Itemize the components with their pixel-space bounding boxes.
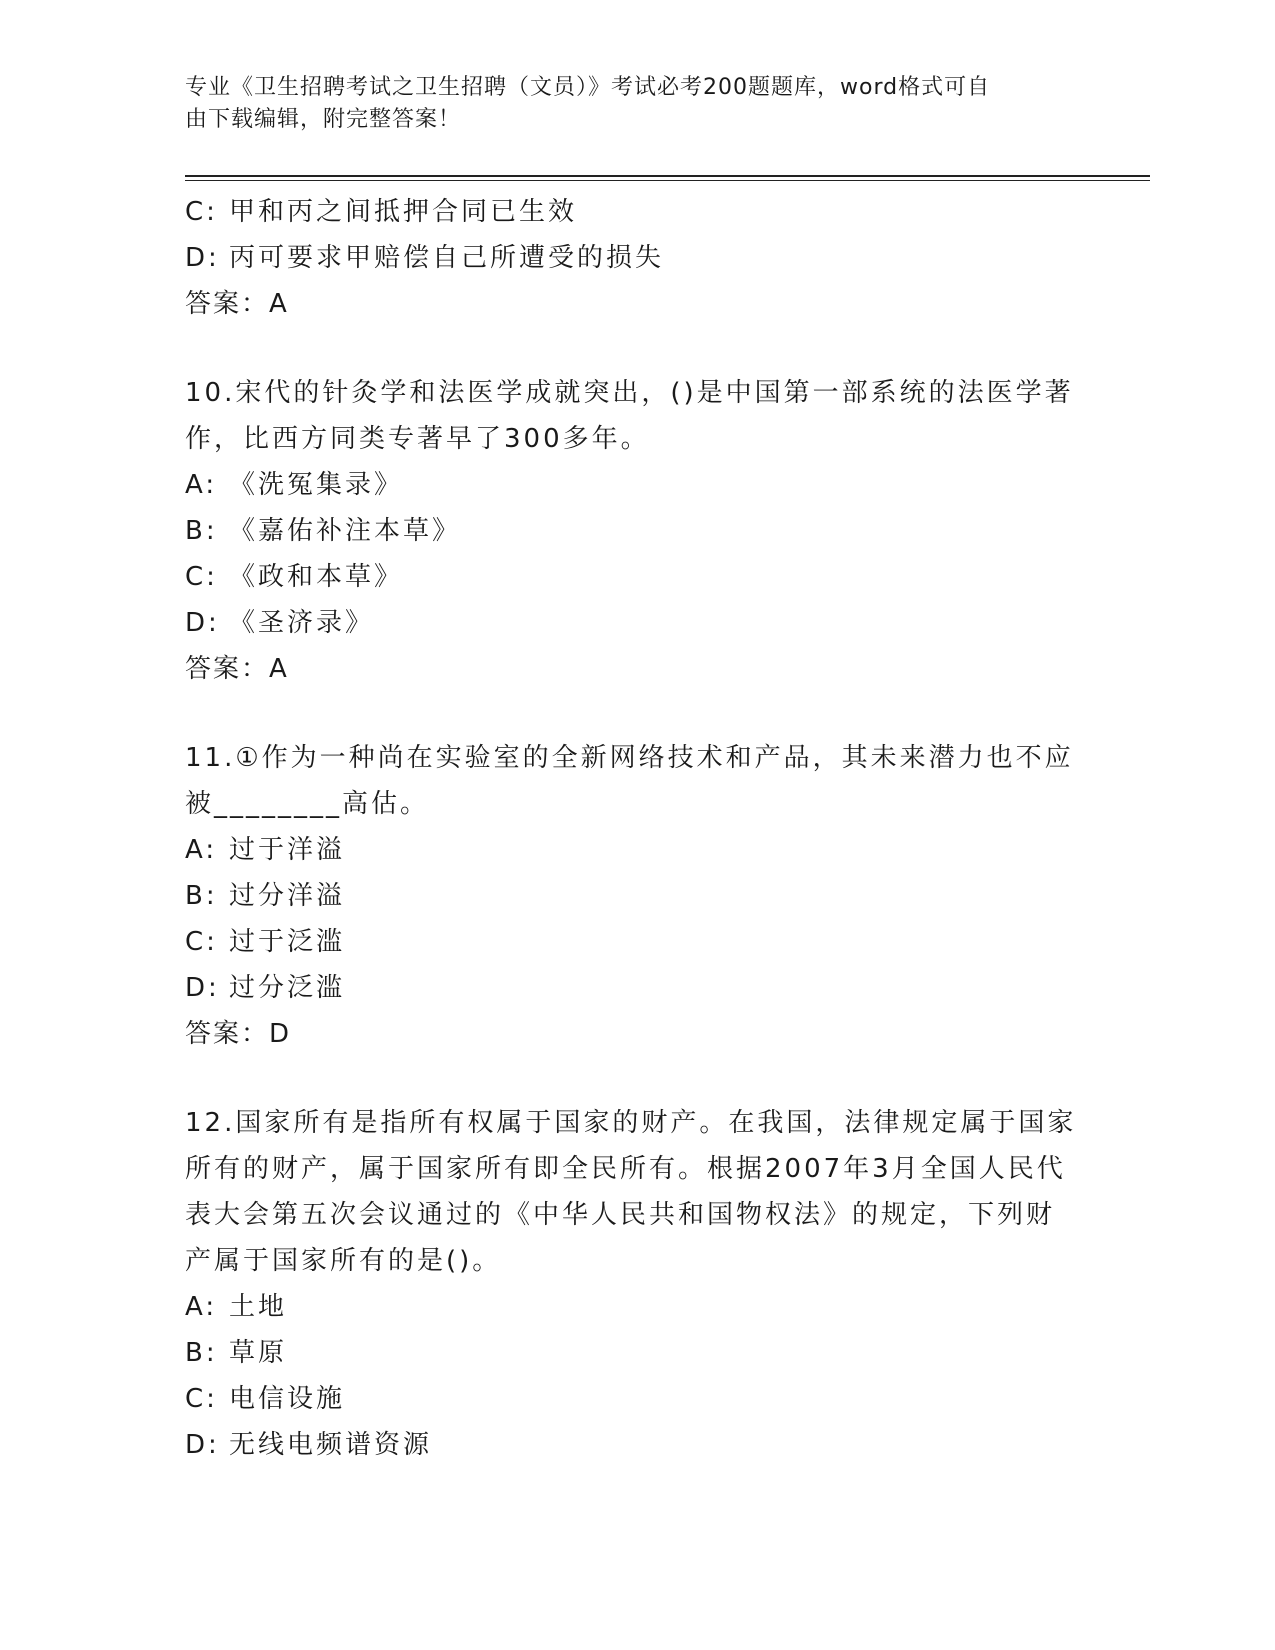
option-c (185, 919, 1085, 965)
answer-line: 答案：A (185, 289, 289, 319)
question-list (185, 189, 1085, 1468)
option-c (185, 189, 1085, 235)
question-stem: 产属于国家所有的是()。 (185, 1246, 502, 1276)
option-d (185, 965, 1085, 1011)
option-b (185, 1330, 1085, 1376)
question-stem: 被________高估。 (185, 789, 430, 819)
header-line-2: 由下载编辑，附完整答案！ (185, 107, 462, 132)
option-letter: A: (185, 470, 218, 500)
option-text: 《嘉佑补注本草》 (229, 516, 462, 546)
header-divider-thick (185, 175, 1150, 177)
question-10 (185, 370, 1085, 692)
option-c (185, 1376, 1085, 1422)
option-text: 电信设施 (229, 1384, 346, 1414)
option-text: 过于洋溢 (229, 835, 346, 865)
option-letter: D: (185, 1430, 220, 1460)
answer-line: 答案：A (185, 654, 289, 684)
answer-line: 答案：D (185, 1019, 292, 1049)
option-text: 过于泛滥 (229, 927, 346, 957)
option-letter: D: (185, 243, 220, 273)
option-text: 甲和丙之间抵押合同已生效 (229, 197, 578, 227)
option-letter: C: (185, 1384, 218, 1414)
option-text: 无线电频谱资源 (229, 1430, 433, 1460)
option-letter: A: (185, 1292, 218, 1322)
option-text: 《圣济录》 (229, 608, 375, 638)
option-text: 草原 (229, 1338, 288, 1368)
option-text: 过分洋溢 (229, 881, 346, 911)
option-letter: C: (185, 562, 218, 592)
option-a (185, 827, 1085, 873)
question-stem: 10.宋代的针灸学和法医学成就突出，()是中国第一部系统的法医学著 (185, 378, 1074, 408)
option-letter: B: (185, 516, 218, 546)
option-letter: B: (185, 881, 218, 911)
question-stem: 所有的财产，属于国家所有即全民所有。根据2007年3月全国人民代 (185, 1154, 1066, 1184)
question-11 (185, 735, 1085, 1057)
question-12 (185, 1100, 1085, 1468)
option-b (185, 873, 1085, 919)
option-letter: B: (185, 1338, 218, 1368)
question-stem: 12.国家所有是指所有权属于国家的财产。在我国，法律规定属于国家 (185, 1108, 1077, 1138)
option-b (185, 508, 1085, 554)
option-text: 土地 (229, 1292, 288, 1322)
option-c (185, 554, 1085, 600)
option-d (185, 235, 1085, 281)
option-letter: C: (185, 927, 218, 957)
option-text: 《洗冤集录》 (229, 470, 404, 500)
option-letter: A: (185, 835, 218, 865)
option-text: 过分泛滥 (229, 973, 346, 1003)
question-9-tail (185, 189, 1085, 327)
option-text: 丙可要求甲赔偿自己所遭受的损失 (229, 243, 665, 273)
option-a (185, 462, 1085, 508)
option-letter: C: (185, 197, 218, 227)
document-header (185, 72, 1065, 136)
question-stem: 作，比西方同类专著早了300多年。 (185, 424, 650, 454)
question-stem: 11.①作为一种尚在实验室的全新网络技术和产品，其未来潜力也不应 (185, 743, 1074, 773)
header-line-1: 专业《卫生招聘考试之卫生招聘（文员）》考试必考200题题库，word格式可自 (185, 75, 991, 100)
header-divider-thin (185, 180, 1150, 181)
option-text: 《政和本草》 (229, 562, 404, 592)
option-letter: D: (185, 608, 220, 638)
option-d (185, 600, 1085, 646)
option-letter: D: (185, 973, 220, 1003)
option-a (185, 1284, 1085, 1330)
question-stem: 表大会第五次会议通过的《中华人民共和国物权法》的规定，下列财 (185, 1200, 1056, 1230)
option-d (185, 1422, 1085, 1468)
